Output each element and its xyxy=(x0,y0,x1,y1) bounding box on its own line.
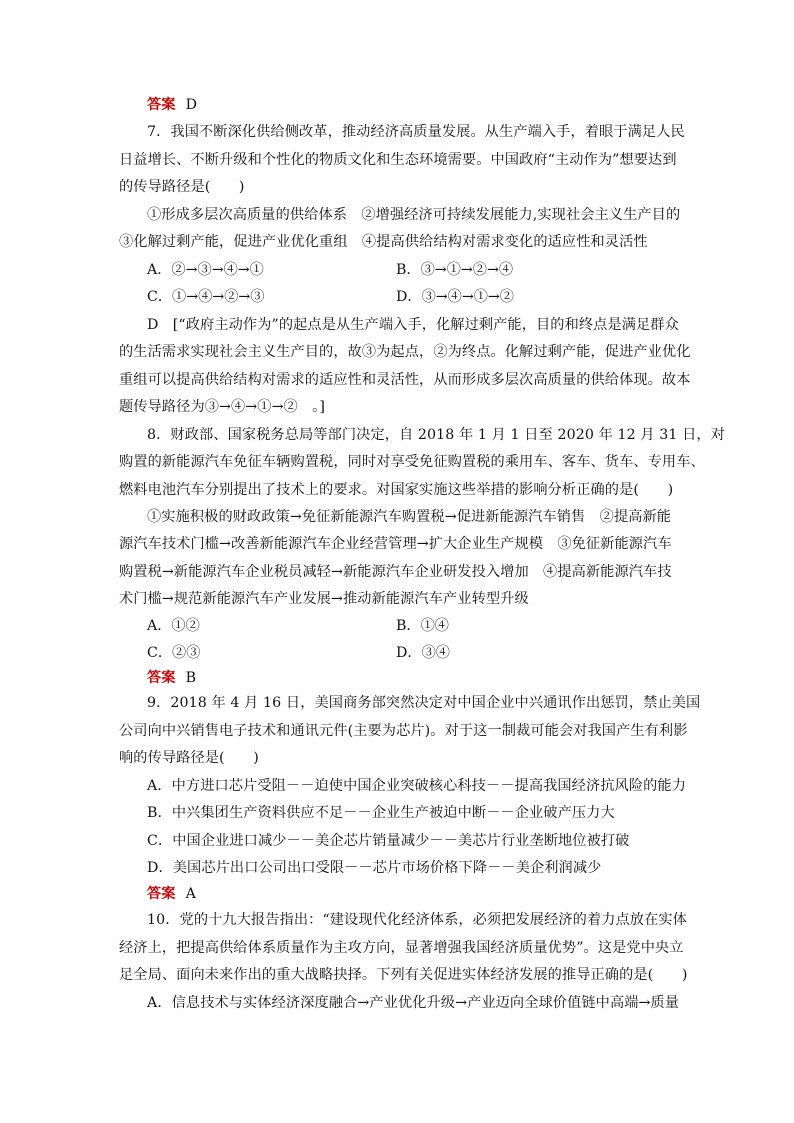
q7-item-line-1: ①形成多层次高质量的供给体系 ②增强经济可持续发展能力,实现社会主义生产目的 xyxy=(147,207,681,223)
q7-option-c: C．①→④→②→③ xyxy=(147,289,265,305)
q7-explanation-line-4: 题传导路径为③→④→①→② 。] xyxy=(119,399,325,415)
q7-option-b: B．③→①→②→④ xyxy=(396,262,514,278)
q7-explanation-line-3: 重组可以提高供给结构对需求的适应性和灵活性，从而形成多层次高质量的供给体现。故本 xyxy=(119,372,691,388)
q10-stem-line-2: 经济上，把提高供给体系质量作为主攻方向，显著增强我国经济质量优势”。这是党中央立 xyxy=(119,940,684,956)
q9-option-b: B．中兴集团生产资料供应不足－－企业生产被迫中断－－企业破产压力大 xyxy=(147,805,615,821)
q8-item-line-1: ①实施积极的财政政策→免征新能源汽车购置税→促进新能源汽车销售 ②提高新能 xyxy=(147,509,672,525)
q7-option-a: A．②→③→④→① xyxy=(147,262,264,278)
q9-option-a: A．中方进口芯片受阻－－迫使中国企业突破核心科技－－提高我国经济抗风险的能力 xyxy=(147,778,686,794)
q8-option-b: B．①④ xyxy=(396,618,449,634)
q8-stem-line-1: 8．财政部、国家税务总局等部门决定，自 2018 年 1 月 1 日至 2020 年 12 月 31 日，对 xyxy=(147,427,725,443)
q7-stem-line-1: 7．我国不断深化供给侧改革，推动经济高质量发展。从生产端入手，着眼于满足人民 xyxy=(147,124,685,140)
q9-stem-line-2: 公司向中兴销售电子技术和通讯元件(主要为芯片)。对于这一制裁可能会对我国产生有利影 xyxy=(119,723,688,739)
q6-answer xyxy=(147,96,707,114)
q9-answer xyxy=(147,885,707,903)
q10-stem-line-3: 足全局、面向未来作出的重大战略抉择。下列有关促进实体经济发展的推导正确的是( ) xyxy=(119,967,688,983)
q8-item-line-4: 术门槛→规范新能源汽车产业发展→推动新能源汽车产业转型升级 xyxy=(119,591,529,607)
q7-stem-line-3: 的传导路径是( ) xyxy=(119,179,245,195)
q8-stem-line-3: 燃料电池汽车分别提出了技术上的要求。对国家实施这些举措的影响分析正确的是( ) xyxy=(119,482,674,498)
q10-stem-line-1: 10．党的十九大报告指出：“建设现代化经济体系，必须把发展经济的着力点放在实体 xyxy=(147,912,687,928)
q8-answer xyxy=(147,669,707,687)
q7-item-line-2: ③化解过剩产能，促进产业优化重组 ④提高供给结构对需求变化的适应性和灵活性 xyxy=(119,234,648,250)
q7-option-d: D．③→④→①→② xyxy=(396,289,514,305)
q8-option-c: C．②③ xyxy=(147,645,201,661)
q9-stem-line-1: 9．2018 年 4 月 16 日，美国商务部突然决定对中国企业中兴通讯作出惩罚，禁止美国 xyxy=(147,695,701,711)
q8-option-d: D．③④ xyxy=(396,645,450,661)
q8-item-line-2: 源汽车技术门槛→改善新能源汽车企业经营管理→扩大企业生产规模 ③免征新能源汽车 xyxy=(119,536,672,552)
q7-stem-line-2: 日益增长、不断升级和个性化的物质文化和生态环境需要。中国政府“主动作为”想要达到 xyxy=(119,152,677,168)
q9-option-d: D．美国芯片出口公司出口受限－－芯片市场价格下降－－美企利润减少 xyxy=(147,860,602,876)
answer-value: B xyxy=(185,670,197,686)
q7-explanation-line-1: D [“政府主动作为”的起点是从生产端入手，化解过剩产能，目的和终点是满足群众 xyxy=(147,317,679,333)
q8-option-a: A．①② xyxy=(147,618,200,634)
q10-option-a: A．信息技术与实体经济深度融合→产业优化升级→产业迈向全球价值链中高端→质量 xyxy=(147,995,680,1011)
q8-stem-line-2: 购置的新能源汽车免征车辆购置税，同时对享受免征购置税的乘用车、客车、货车、专用车、 xyxy=(119,454,705,470)
answer-value: D xyxy=(185,97,198,113)
answer-label: 答案 xyxy=(147,97,176,113)
q7-explanation-line-2: 的生活需求实现社会主义生产目的，故③为起点，②为终点。化解过剩产能，促进产业优化 xyxy=(119,344,691,360)
q9-stem-line-3: 响的传导路径是( ) xyxy=(119,750,259,766)
answer-label: 答案 xyxy=(147,670,176,686)
q8-item-line-3: 购置税→新能源汽车企业税员减轻→新能源汽车企业研发投入增加 ④提高新能源汽车技 xyxy=(119,564,672,580)
q9-option-c: C．中国企业进口减少－－美企芯片销量减少－－美芯片行业垄断地位被打破 xyxy=(147,833,630,849)
answer-value: A xyxy=(185,886,196,902)
answer-label: 答案 xyxy=(147,886,176,902)
